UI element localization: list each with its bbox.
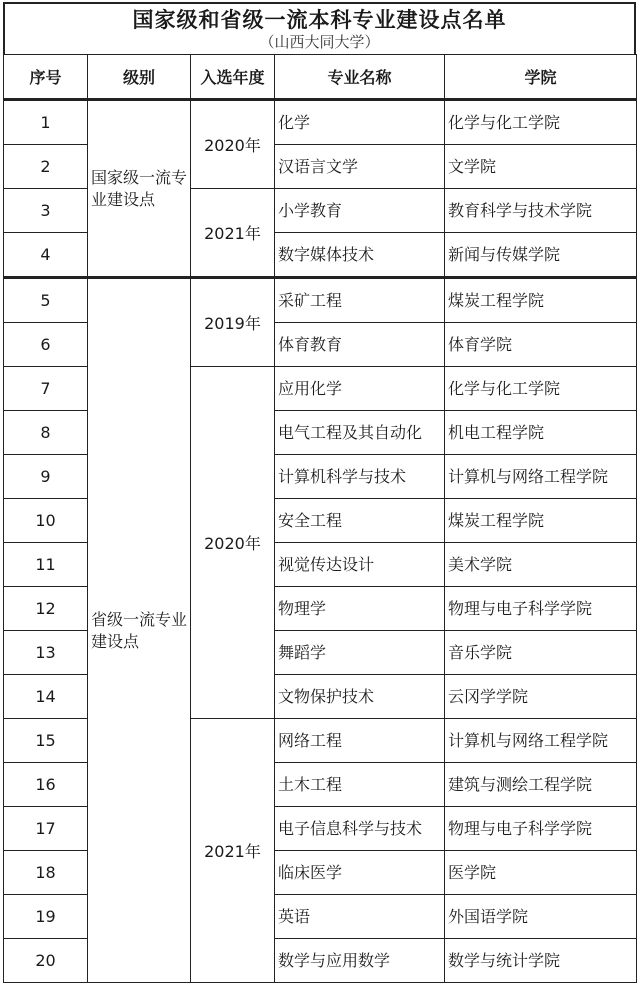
header-level: 级别 xyxy=(88,55,191,100)
row-index: 13 xyxy=(4,631,88,675)
major-name: 土木工程 xyxy=(275,763,445,807)
row-index: 11 xyxy=(4,543,88,587)
college-name: 机电工程学院 xyxy=(445,411,637,455)
row-index: 12 xyxy=(4,587,88,631)
row-index: 16 xyxy=(4,763,88,807)
major-name: 舞蹈学 xyxy=(275,631,445,675)
college-name: 计算机与网络工程学院 xyxy=(445,455,637,499)
row-index: 10 xyxy=(4,499,88,543)
header-major: 专业名称 xyxy=(275,55,445,100)
row-index: 17 xyxy=(4,807,88,851)
level-cell-national xyxy=(88,100,191,278)
major-name: 数学与应用数学 xyxy=(275,939,445,983)
year-cell: 2020年 xyxy=(191,100,275,189)
major-name: 小学教育 xyxy=(275,189,445,233)
row-index: 5 xyxy=(4,278,88,323)
header-index: 序号 xyxy=(4,55,88,100)
page-title: 国家级和省级一流本科专业建设点名单 xyxy=(132,8,507,32)
row-index: 18 xyxy=(4,851,88,895)
header-year: 入选年度 xyxy=(191,55,275,100)
college-name: 美术学院 xyxy=(445,543,637,587)
major-name: 电子信息科学与技术 xyxy=(275,807,445,851)
table-header-row xyxy=(4,55,637,100)
college-name: 云冈学学院 xyxy=(445,675,637,719)
college-name: 物理与电子科学学院 xyxy=(445,587,637,631)
college-name: 数学与统计学院 xyxy=(445,939,637,983)
row-index: 8 xyxy=(4,411,88,455)
majors-table xyxy=(3,54,637,983)
major-name: 英语 xyxy=(275,895,445,939)
row-index: 15 xyxy=(4,719,88,763)
major-name: 网络工程 xyxy=(275,719,445,763)
major-name: 汉语言文学 xyxy=(275,145,445,189)
year-cell: 2021年 xyxy=(191,189,275,278)
page-subtitle: （山西大同大学） xyxy=(259,33,380,51)
row-index: 3 xyxy=(4,189,88,233)
row-index: 6 xyxy=(4,323,88,367)
row-index: 20 xyxy=(4,939,88,983)
row-index: 2 xyxy=(4,145,88,189)
college-name: 物理与电子科学学院 xyxy=(445,807,637,851)
college-name: 体育学院 xyxy=(445,323,637,367)
college-name: 教育科学与技术学院 xyxy=(445,189,637,233)
major-name: 电气工程及其自动化 xyxy=(275,411,445,455)
college-name: 化学与化工学院 xyxy=(445,100,637,145)
major-name: 应用化学 xyxy=(275,367,445,411)
college-name: 医学院 xyxy=(445,851,637,895)
year-cell: 2019年 xyxy=(191,278,275,367)
level-label: 国家级一流专业建设点 xyxy=(91,167,188,209)
major-name: 计算机科学与技术 xyxy=(275,455,445,499)
college-name: 音乐学院 xyxy=(445,631,637,675)
year-cell: 2020年 xyxy=(191,367,275,719)
level-cell-provincial xyxy=(88,278,191,983)
major-name: 化学 xyxy=(275,100,445,145)
table-row xyxy=(4,278,637,323)
major-name: 体育教育 xyxy=(275,323,445,367)
major-name: 安全工程 xyxy=(275,499,445,543)
row-index: 14 xyxy=(4,675,88,719)
row-index: 19 xyxy=(4,895,88,939)
college-name: 煤炭工程学院 xyxy=(445,499,637,543)
major-name: 视觉传达设计 xyxy=(275,543,445,587)
row-index: 1 xyxy=(4,100,88,145)
major-name: 采矿工程 xyxy=(275,278,445,323)
major-name: 物理学 xyxy=(275,587,445,631)
major-name: 临床医学 xyxy=(275,851,445,895)
college-name: 化学与化工学院 xyxy=(445,367,637,411)
major-name: 文物保护技术 xyxy=(275,675,445,719)
college-name: 建筑与测绘工程学院 xyxy=(445,763,637,807)
header-college: 学院 xyxy=(445,55,637,100)
title-block xyxy=(3,2,636,54)
row-index: 9 xyxy=(4,455,88,499)
row-index: 4 xyxy=(4,233,88,278)
row-index: 7 xyxy=(4,367,88,411)
table-row xyxy=(4,100,637,145)
college-name: 外国语学院 xyxy=(445,895,637,939)
college-name: 计算机与网络工程学院 xyxy=(445,719,637,763)
year-cell: 2021年 xyxy=(191,719,275,983)
college-name: 文学院 xyxy=(445,145,637,189)
level-label: 省级一流专业建设点 xyxy=(91,609,188,651)
college-name: 新闻与传媒学院 xyxy=(445,233,637,278)
major-name: 数字媒体技术 xyxy=(275,233,445,278)
college-name: 煤炭工程学院 xyxy=(445,278,637,323)
